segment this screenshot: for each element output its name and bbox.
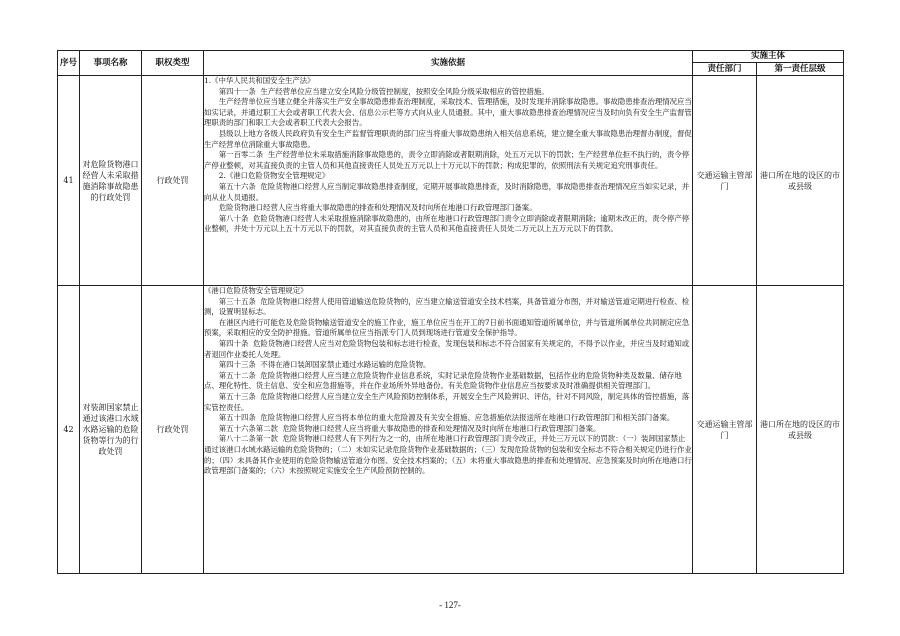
basis-paragraph: 第八十二条第一款 危险货物港口经营人有下列行为之一的，由所在地港口行政管理部门责令改正，并处三万元以下的罚款：（一）装卸国家禁止通过该港口水域水路运输的危险货物的；（二）未如实记录危险货物作业基础数据的；（三）发现危险货物的包装和安全标志不符合相关规定仍进行作业的；（四）未具备其作业使用的危险货物输送管道分布图、安全技术档案的；（五）未将重大事故隐患的排查和处理情况、应急预案及时向所在地港口行政管理部门备案的；（六）未按照规定实施安全生产风险预防控制的。 bbox=[204, 434, 692, 476]
page-number: - 127- bbox=[439, 600, 461, 610]
header-subject: 实施主体 bbox=[693, 51, 844, 63]
basis-paragraph: 2.《港口危险货物安全管理规定》 bbox=[204, 171, 330, 181]
header-basis: 实施依据 bbox=[204, 51, 693, 76]
row-type: 行政处罚 bbox=[142, 76, 204, 286]
basis-paragraph: 第五十二条 危险货物港口经营人应当建立危险货物作业信息系统，实时记录危险货物作业基础数据，包括作业的危险货物种类及数量、储存地点、理化特性、货主信息、安全和应急措施等，并在作业场所外异地备份。有关危险货物作业信息应当按要求及时准确提供相关管理部门。 bbox=[204, 370, 682, 391]
row-level: 港口所在地的设区的市或县级 bbox=[757, 76, 844, 286]
table-row bbox=[58, 76, 844, 286]
basis-paragraph: 第五十六条第二款 危险货物港口经营人应当将重大事故隐患的排查和处理情况及时向所在地港口行政管理部门备案。 bbox=[204, 423, 601, 433]
header-dept: 责任部门 bbox=[693, 63, 757, 76]
basis-paragraph: 第四十条 危险货物港口经营人应当对危险货物包装和标志进行检查，发现包装和标志不符合国家有关规定的，不得予以作业，并应当及时通知或者退回作业委托人处理。 bbox=[204, 338, 690, 359]
basis-paragraph: 在港区内进行可能危及危险货物输送管道安全的施工作业，施工单位应当在开工的7日前书面通知管道所属单位，并与管道所属单位共同制定应急预案，采取相应的安全防护措施。管道所属单位应当指派专门人员到现场进行管道安全保护指导。 bbox=[204, 317, 690, 338]
header-name: 事项名称 bbox=[80, 51, 142, 76]
basis-paragraph: 第四十三条 不得在港口装卸国家禁止通过水路运输的危险货物。 bbox=[204, 360, 431, 370]
row-basis bbox=[204, 76, 693, 286]
row-dept: 交通运输主管部门 bbox=[693, 76, 757, 286]
row-basis bbox=[204, 286, 693, 574]
basis-paragraph: 第一百零二条 生产经营单位未采取措施消除事故隐患的，责令立即消除或者限期消除，处五万元以下的罚款；生产经营单位拒不执行的，责令停产停业整顿，对其直接负责的主管人员和其他直接责任人员处五万元以上十万元以下的罚款；构成犯罪的，依照刑法有关规定追究刑事责任。 bbox=[204, 150, 690, 170]
header-seq: 序号 bbox=[58, 51, 80, 76]
row-seq: 42 bbox=[58, 286, 80, 574]
row-dept: 交通运输主管部门 bbox=[693, 286, 757, 574]
basis-paragraph: 《港口危险货物安全管理规定》 bbox=[204, 286, 308, 295]
basis-paragraph: 县级以上地方各级人民政府负有安全生产监督管理职责的部门应当将重大事故隐患纳入相关信息系统，建立健全重大事故隐患治理督办制度，督促生产经营单位消除重大事故隐患。 bbox=[204, 128, 692, 149]
basis-paragraph: 第五十四条 危险货物港口经营人应当将本单位的重大危险源及有关安全措施、应急措施依法报送所在地港口行政管理部门和相关部门备案。 bbox=[204, 413, 675, 423]
row-level: 港口所在地的设区的市或县级 bbox=[757, 286, 844, 574]
basis-paragraph: 危险货物港口经营人应当将重大事故隐患的排查和处理情况及时向所在地港口行政管理部门备案。 bbox=[204, 203, 537, 213]
basis-paragraph: 第五十三条 危险货物港口经营人应当建立安全生产风险预防控制体系，开展安全生产风险辨识、评估，针对不同风险，制定具体的管控措施，落实管控责任。 bbox=[204, 391, 690, 412]
row-seq: 41 bbox=[58, 76, 80, 286]
header-type: 职权类型 bbox=[142, 51, 204, 76]
basis-paragraph: 第三十五条 危险货物港口经营人使用管道输送危险货物的，应当建立输送管道安全技术档案，具备管道分布图，并对输送管道定期进行检查、检测，设置明显标志。 bbox=[204, 296, 690, 317]
basis-paragraph: 第五十六条 危险货物港口经营人应当制定事故隐患排查制度，定期开展事故隐患排查，及时消除隐患，事故隐患排查治理情况应当如实记录，并向从业人员通报。 bbox=[204, 181, 690, 202]
table-row bbox=[58, 286, 844, 574]
row-name: 对危险货物港口经营人未采取措施消除事故隐患的行政处罚 bbox=[80, 76, 142, 286]
row-name: 对装卸国家禁止通过该港口水域水路运输的危险货物等行为的行政处罚 bbox=[80, 286, 142, 574]
basis-paragraph: 1.《中华人民共和国安全生产法》 bbox=[204, 76, 315, 85]
basis-paragraph: 生产经营单位应当建立健全并落实生产安全事故隐患排查治理制度，采取技术、管理措施，及时发现并消除事故隐患。事故隐患排查治理情况应当如实记录，并通过职工大会或者职工代表大会、信息公示栏等方式向从业人员通报。其中，重大事故隐患排查治理情况应当及时向负有安全生产监督管理职责的部门和职工大会或者职工代表大会报告。 bbox=[204, 97, 692, 128]
basis-paragraph: 第八十条 危险货物港口经营人未采取措施消除事故隐患的，由所在地港口行政管理部门责令立即消除或者限期消除；逾期未改正的，责令停产停业整顿，并处十万元以上五十万元以下的罚款，对其直接负责的主管人员和其他直接责任人员处二万元以上五万元以下的罚款。 bbox=[204, 213, 690, 234]
basis-paragraph: 第四十一条 生产经营单位应当建立安全风险分级管控制度，按照安全风险分级采取相应的管控措施。 bbox=[204, 86, 549, 96]
powers-table bbox=[57, 50, 844, 574]
header-level: 第一责任层级 bbox=[757, 63, 844, 76]
row-type: 行政处罚 bbox=[142, 286, 204, 574]
